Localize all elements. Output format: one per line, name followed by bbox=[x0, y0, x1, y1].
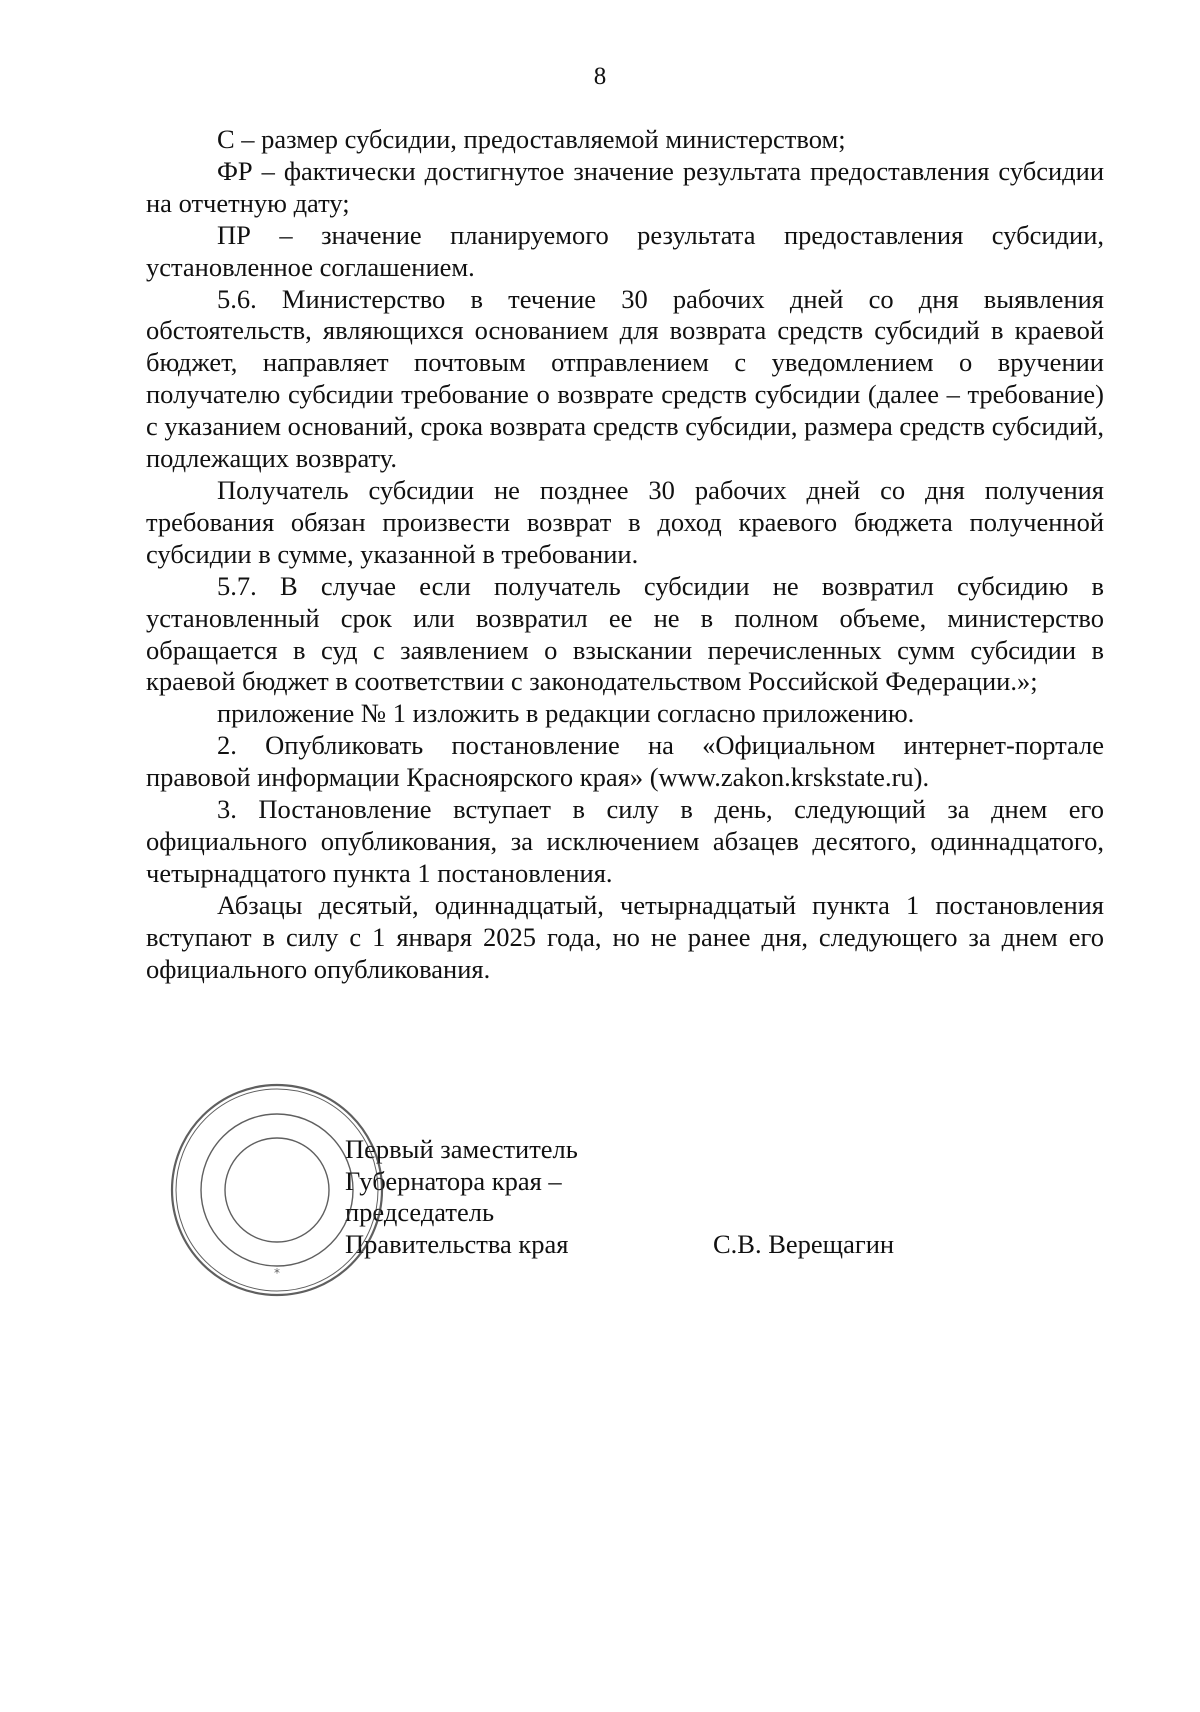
page-number: 8 bbox=[593, 63, 607, 90]
paragraph-5-6: 5.6. Министерство в течение 30 рабочих дней со дня выявления обстоятельств, являющихся основанием для возврата средств субсидий в краевой бюджет, направляет почтовым отправлением с уведомлением о вручении получателю субсидии требование о возврате средств субсидии (далее – требование) с указанием оснований, срока возврата средств субсидии, размера средств субсидий, подлежащих возврату. bbox=[146, 283, 1104, 474]
paragraph-pr-definition: ПР – значение планируемого результата предоставления субсидии, установленное соглашением. bbox=[146, 219, 1104, 282]
paragraph-appendix: приложение № 1 изложить в редакции согласно приложению. bbox=[217, 698, 915, 729]
paragraph-c-definition: С – размер субсидии, предоставляемой министерством; bbox=[217, 124, 846, 154]
paragraph-item-2: 2. Опубликовать постановление на «Официальном интернет-портале правовой информации Красноярского края» (www.zakon.krskstate.ru). bbox=[146, 730, 1104, 793]
paragraph-fr-definition: ФР – фактически достигнутое значение результата предоставления субсидии на отчетную дату; bbox=[146, 155, 1104, 218]
paragraph-5-7: 5.7. В случае если получатель субсидии не возвратил субсидию в установленный срок или возвратил ее не в полном объеме, министерство обращается в суд с заявлением о взыскании перечисленных сумм субсидии в краевой бюджет в соответствии с законодательством Российской Федерации.»; bbox=[146, 570, 1104, 697]
paragraph-effective-date: Абзацы десятый, одиннадцатый, четырнадцатый пункта 1 постановления вступают в силу с 1 января 2025 года, но не ранее дня, следующего за днем его официального опубликования. bbox=[146, 889, 1104, 984]
official-stamp bbox=[168, 1081, 386, 1299]
signatory-position-line: Первый заместитель bbox=[345, 1134, 578, 1164]
signatory-position-line: председатель bbox=[345, 1197, 495, 1227]
signature-block bbox=[345, 1134, 1105, 1266]
paragraph-recipient-return: Получатель субсидии не позднее 30 рабочих дней со дня получения требования обязан произвести возврат в доход краевого бюджета полученной субсидии в сумме, указанной в требовании. bbox=[146, 474, 1104, 569]
signatory-position-line: Правительства края bbox=[345, 1228, 569, 1259]
svg-text:*: * bbox=[274, 1266, 280, 1280]
signatory-position-line: Губернатора края – bbox=[345, 1165, 562, 1196]
stamp-seal-icon bbox=[168, 1081, 386, 1299]
signatory-name: С.В. Верещагин bbox=[713, 1228, 895, 1259]
document-body bbox=[146, 124, 1104, 985]
paragraph-item-3: 3. Постановление вступает в силу в день, следующий за днем его официального опубликования, за исключением абзацев десятого, одиннадцатого, четырнадцатого пункта 1 постановления. bbox=[146, 794, 1104, 888]
